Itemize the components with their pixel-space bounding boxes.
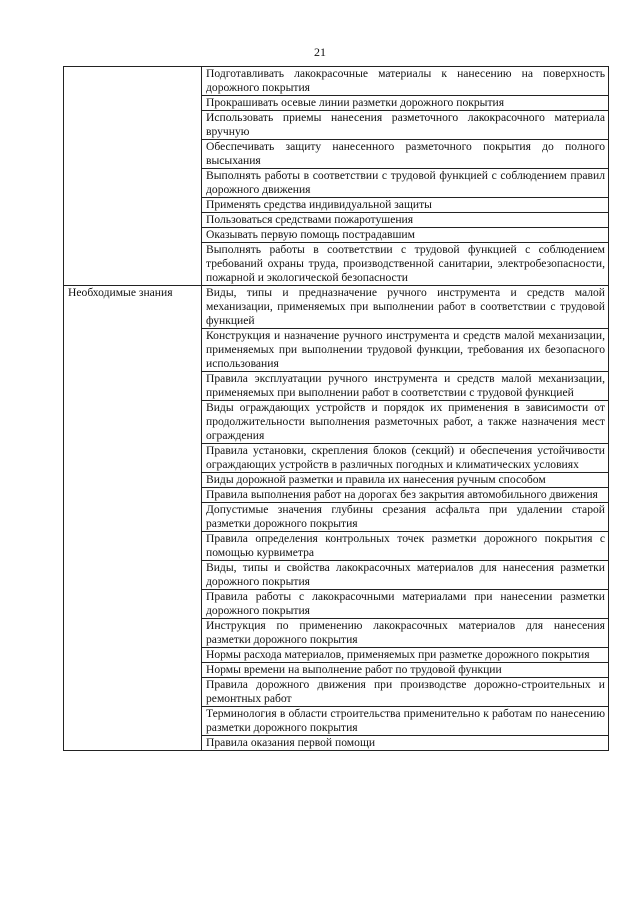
item-cell (202, 663, 609, 678)
item-text: Терминология в области строительства применительно к работам по нанесению разметки дорожного покрытия (206, 707, 605, 734)
item-cell (202, 736, 609, 751)
item-cell (202, 243, 609, 286)
item-cell (202, 372, 609, 401)
item-cell (202, 96, 609, 111)
item-cell (202, 619, 609, 648)
section-label-cell (64, 67, 202, 286)
item-cell (202, 228, 609, 243)
item-cell (202, 488, 609, 503)
item-cell (202, 678, 609, 707)
table-body (64, 67, 609, 751)
item-cell (202, 111, 609, 140)
item-text: Нормы расхода материалов, применяемых при разметке дорожного покрытия (206, 648, 590, 661)
item-text: Выполнять работы в соответствии с трудовой функцией с соблюдением правил дорожного движения (206, 169, 605, 196)
item-text: Виды, типы и свойства лакокрасочных материалов для нанесения разметки дорожного покрытия (206, 561, 605, 588)
item-text: Правила определения контрольных точек разметки дорожного покрытия с помощью курвиметра (206, 532, 605, 559)
table-row (64, 67, 609, 96)
item-cell (202, 169, 609, 198)
item-text: Виды дорожной разметки и правила их нанесения ручным способом (206, 473, 546, 486)
item-cell (202, 286, 609, 329)
competency-table (63, 66, 609, 751)
item-text: Пользоваться средствами пожаротушения (206, 213, 414, 226)
item-text: Правила работы с лакокрасочными материалами при нанесении разметки дорожного покрытия (206, 590, 605, 617)
item-cell (202, 401, 609, 444)
item-cell (202, 473, 609, 488)
item-text: Выполнять работы в соответствии с трудовой функцией с соблюдением требований охраны труда, производственной санитарии, электробезопасности, пожарной и экологической безопасности (206, 243, 605, 284)
item-text: Инструкция по применению лакокрасочных материалов для нанесения разметки дорожного покрытия (206, 619, 605, 646)
item-text: Подготавливать лакокрасочные материалы к нанесению на поверхность дорожного покрытия (206, 67, 605, 94)
item-cell (202, 213, 609, 228)
page-number: 21 (314, 45, 326, 59)
item-text: Использовать приемы нанесения разметочного лакокрасочного материала вручную (206, 111, 605, 138)
item-cell (202, 444, 609, 473)
item-cell (202, 590, 609, 619)
item-text: Правила выполнения работ на дорогах без закрытия автомобильного движения (206, 488, 598, 501)
item-text: Правила эксплуатации ручного инструмента и средств малой механизации, применяемых при выполнении работ в соответствии с трудовой функцией (206, 372, 605, 399)
item-cell (202, 67, 609, 96)
item-text: Правила установки, скрепления блоков (секций) и обеспечения устойчивости ограждающих устройств в различных погодных и климатических условиях (206, 444, 605, 471)
item-cell (202, 707, 609, 736)
item-text: Обеспечивать защиту нанесенного разметочного покрытия до полного высыхания (206, 140, 605, 167)
item-cell (202, 561, 609, 590)
item-text: Допустимые значения глубины срезания асфальта при удалении старой разметки дорожного покрытия (206, 503, 605, 530)
section-label: Необходимые знания (68, 286, 173, 299)
item-text: Правила оказания первой помощи (206, 736, 376, 749)
item-text: Прокрашивать осевые линии разметки дорожного покрытия (206, 96, 505, 109)
item-text: Виды ограждающих устройств и порядок их применения в зависимости от продолжительности выполнения разметочных работ, а также назначения мест ограждения (206, 401, 605, 442)
item-cell (202, 648, 609, 663)
item-cell (202, 503, 609, 532)
item-text: Нормы времени на выполнение работ по трудовой функции (206, 663, 502, 676)
item-text: Правила дорожного движения при производстве дорожно-строительных и ремонтных работ (206, 678, 605, 705)
item-cell (202, 329, 609, 372)
table-row (64, 286, 609, 329)
item-text: Оказывать первую помощь пострадавшим (206, 228, 415, 241)
item-cell (202, 198, 609, 213)
item-cell (202, 532, 609, 561)
section-label-cell (64, 286, 202, 751)
item-text: Применять средства индивидуальной защиты (206, 198, 432, 211)
item-text: Конструкция и назначение ручного инструмента и средств малой механизации, применяемых при выполнении трудовой функции, требования их безопасного использования (206, 329, 605, 370)
item-cell (202, 140, 609, 169)
item-text: Виды, типы и предназначение ручного инструмента и средств малой механизации, применяемых при выполнении работ в соответствии с трудовой функцией (206, 286, 605, 327)
